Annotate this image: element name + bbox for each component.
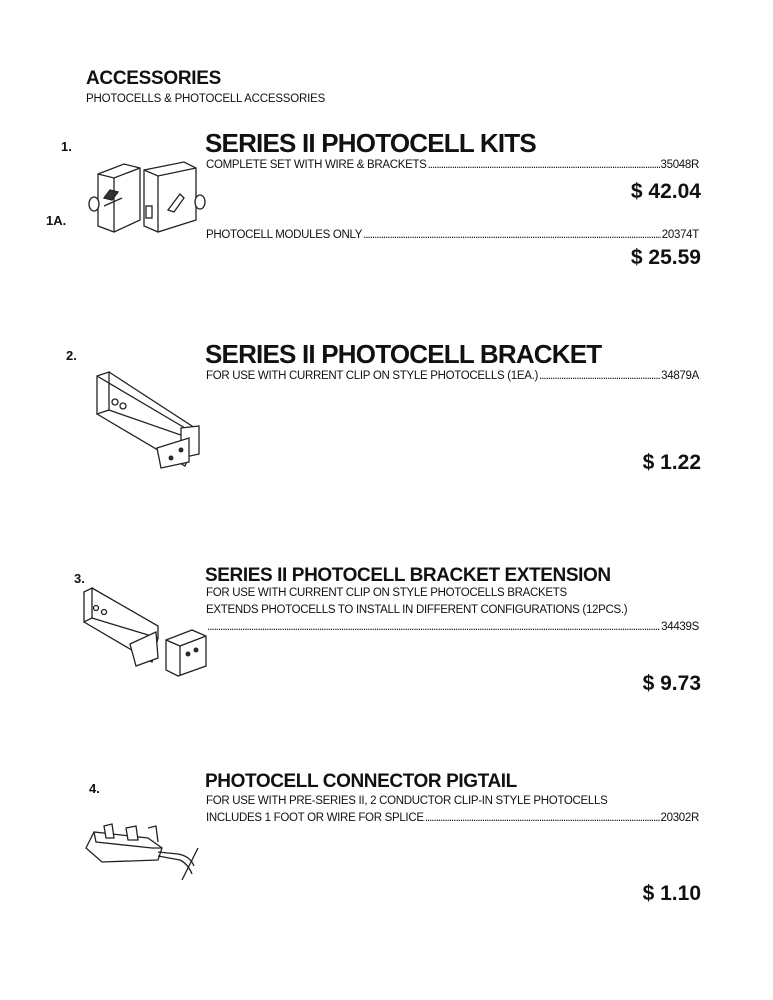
item-number: 3. (74, 571, 85, 586)
price: $ 1.22 (642, 451, 701, 474)
product-line (206, 370, 699, 382)
leader-dots (363, 229, 661, 241)
product-line: EXTENDS PHOTOCELLS TO INSTALL IN DIFFERENT CONFIGURATIONS (12PCS.) (206, 604, 628, 616)
price: $ 25.59 (630, 246, 701, 269)
item-number: 1A. (46, 213, 67, 228)
product-line (206, 812, 699, 824)
bracket-illustration (95, 370, 207, 470)
item-number: 1. (61, 139, 72, 154)
photocell-pair-illustration (84, 158, 214, 238)
connector-pigtail-illustration (82, 818, 207, 883)
product-line (206, 229, 699, 241)
leader-dots (539, 370, 660, 382)
line-label: PHOTOCELL MODULES ONLY (206, 229, 363, 241)
price: $ 42.04 (630, 180, 701, 203)
product-title: SERIES II PHOTOCELL BRACKET (205, 339, 602, 369)
bracket-extension-illustration (82, 588, 217, 683)
leader-dots (207, 621, 660, 633)
price: $ 9.73 (642, 672, 701, 695)
line-label: FOR USE WITH CURRENT CLIP ON STYLE PHOTOCELLS (1EA.) (206, 370, 539, 382)
leader-dots (425, 812, 660, 824)
part-code: 20374T (661, 229, 699, 241)
product-title: SERIES II PHOTOCELL BRACKET EXTENSION (205, 565, 611, 586)
product-line: FOR USE WITH PRE-SERIES II, 2 CONDUCTOR CLIP-IN STYLE PHOTOCELLS (206, 795, 608, 807)
product-line (206, 159, 699, 171)
part-code: 20302R (660, 812, 699, 824)
line-label: COMPLETE SET WITH WIRE & BRACKETS (206, 159, 427, 171)
price: $ 1.10 (642, 882, 701, 905)
page-subtitle: PHOTOCELLS & PHOTOCELL ACCESSORIES (86, 93, 326, 105)
part-code: 34439S (661, 621, 699, 633)
product-title: SERIES II PHOTOCELL KITS (205, 128, 536, 158)
product-line: FOR USE WITH CURRENT CLIP ON STYLE PHOTOCELLS BRACKETS (206, 587, 567, 599)
item-number: 4. (89, 781, 100, 796)
leader-dots (428, 159, 660, 171)
page-title: ACCESSORIES (86, 68, 222, 89)
item-number: 2. (66, 348, 77, 363)
part-code: 34879A (661, 370, 699, 382)
product-line (206, 621, 699, 633)
line-label: INCLUDES 1 FOOT OR WIRE FOR SPLICE (206, 812, 424, 824)
part-code: 35048R (660, 159, 699, 171)
product-title: PHOTOCELL CONNECTOR PIGTAIL (205, 771, 517, 792)
